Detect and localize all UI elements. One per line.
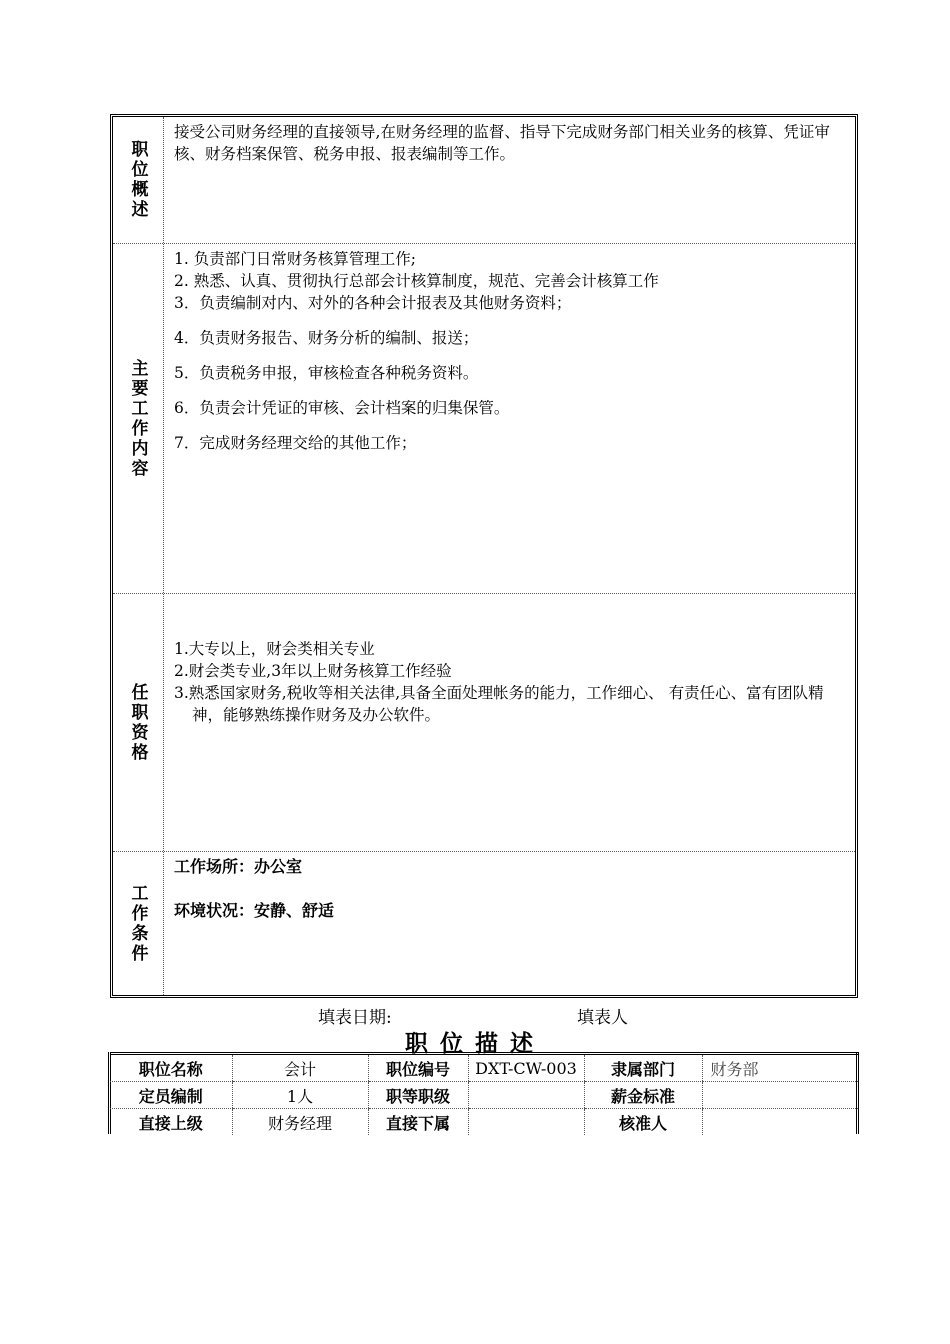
supervisor-label: 直接上级 [138, 1113, 203, 1133]
qualifications-label: 任职资格 [127, 682, 148, 763]
list-item: 1. 负责部门日常财务核算管理工作; [174, 250, 416, 268]
table-row [110, 1082, 858, 1109]
conditions-body [164, 852, 855, 995]
position-info-table [110, 1052, 858, 1135]
list-item: 2.财会类专业,3年以上财务核算工作经验 [174, 662, 452, 680]
table-row [110, 1054, 858, 1082]
section-label [113, 852, 164, 995]
subordinate-label: 直接下属 [368, 1109, 468, 1136]
duties-body [164, 244, 855, 593]
department-label: 隶属部门 [584, 1054, 702, 1082]
list-item: 3．负责编制对内、对外的各种会计报表及其他财务资料； [174, 294, 572, 312]
fill-person-label: 填表人 [577, 1008, 628, 1028]
job-description-table [110, 114, 858, 998]
section-overview [113, 117, 855, 243]
list-item: 4．负责财务报告、财务分析的编制、报送； [174, 329, 479, 347]
work-place: 工作场所：办公室 [174, 857, 303, 876]
qualifications-body [164, 594, 855, 851]
conditions-label: 工作条件 [127, 883, 148, 964]
duties-label: 主要工作内容 [127, 358, 148, 479]
approver-label: 核准人 [584, 1109, 702, 1136]
fill-date-label: 填表日期: [318, 1008, 392, 1028]
department-value: 财务部 [702, 1054, 858, 1082]
list-item: 2. 熟悉、认真、贯彻执行总部会计核算制度，规范、完善会计核算工作 [174, 272, 659, 290]
headcount-value: 1人 [232, 1082, 368, 1109]
section-label [113, 244, 164, 593]
salary-value [702, 1082, 858, 1109]
headcount-label: 定员编制 [110, 1082, 232, 1109]
grade-label: 职等职级 [368, 1082, 468, 1109]
section-label [113, 117, 164, 243]
section-conditions [113, 851, 855, 995]
list-item: 6．负责会计凭证的审核、会计档案的归集保管。 [174, 399, 510, 417]
section-duties [113, 243, 855, 593]
approver-value [702, 1109, 858, 1136]
qualifications-list [174, 638, 847, 726]
overview-label: 职位概述 [127, 140, 148, 220]
work-environment: 环境状况：安静、舒适 [174, 901, 335, 920]
position-name-label: 职位名称 [110, 1054, 232, 1082]
overview-text: 接受公司财务经理的直接领导,在财务经理的监督、指导下完成财务部门相关业务的核算、凭证审核、财务档案保管、税务申报、报表编制等工作。 [174, 123, 830, 163]
position-name-value: 会计 [232, 1054, 368, 1082]
list-item: 7．完成财务经理交给的其他工作； [174, 434, 417, 452]
subordinate-value [468, 1109, 584, 1136]
page-title: 职位描述 [405, 1031, 545, 1057]
position-code-value: DXT-CW-003 [468, 1054, 584, 1082]
list-item: 5．负责税务申报，审核检查各种税务资料。 [174, 364, 479, 382]
list-item: 3.熟悉国家财务,税收等相关法律,具备全面处理帐务的能力，工作细心、 有责任心、富有团队精神，能够熟练操作财务及办公软件。 [174, 684, 824, 724]
grade-value [468, 1082, 584, 1109]
salary-label: 薪金标准 [584, 1082, 702, 1109]
duties-list [174, 248, 847, 454]
section-label [113, 594, 164, 851]
supervisor-value: 财务经理 [232, 1109, 368, 1136]
list-item: 1.大专以上，财会类相关专业 [174, 640, 375, 658]
table-row [110, 1109, 858, 1136]
section-qualifications [113, 593, 855, 851]
position-code-label: 职位编号 [368, 1054, 468, 1082]
